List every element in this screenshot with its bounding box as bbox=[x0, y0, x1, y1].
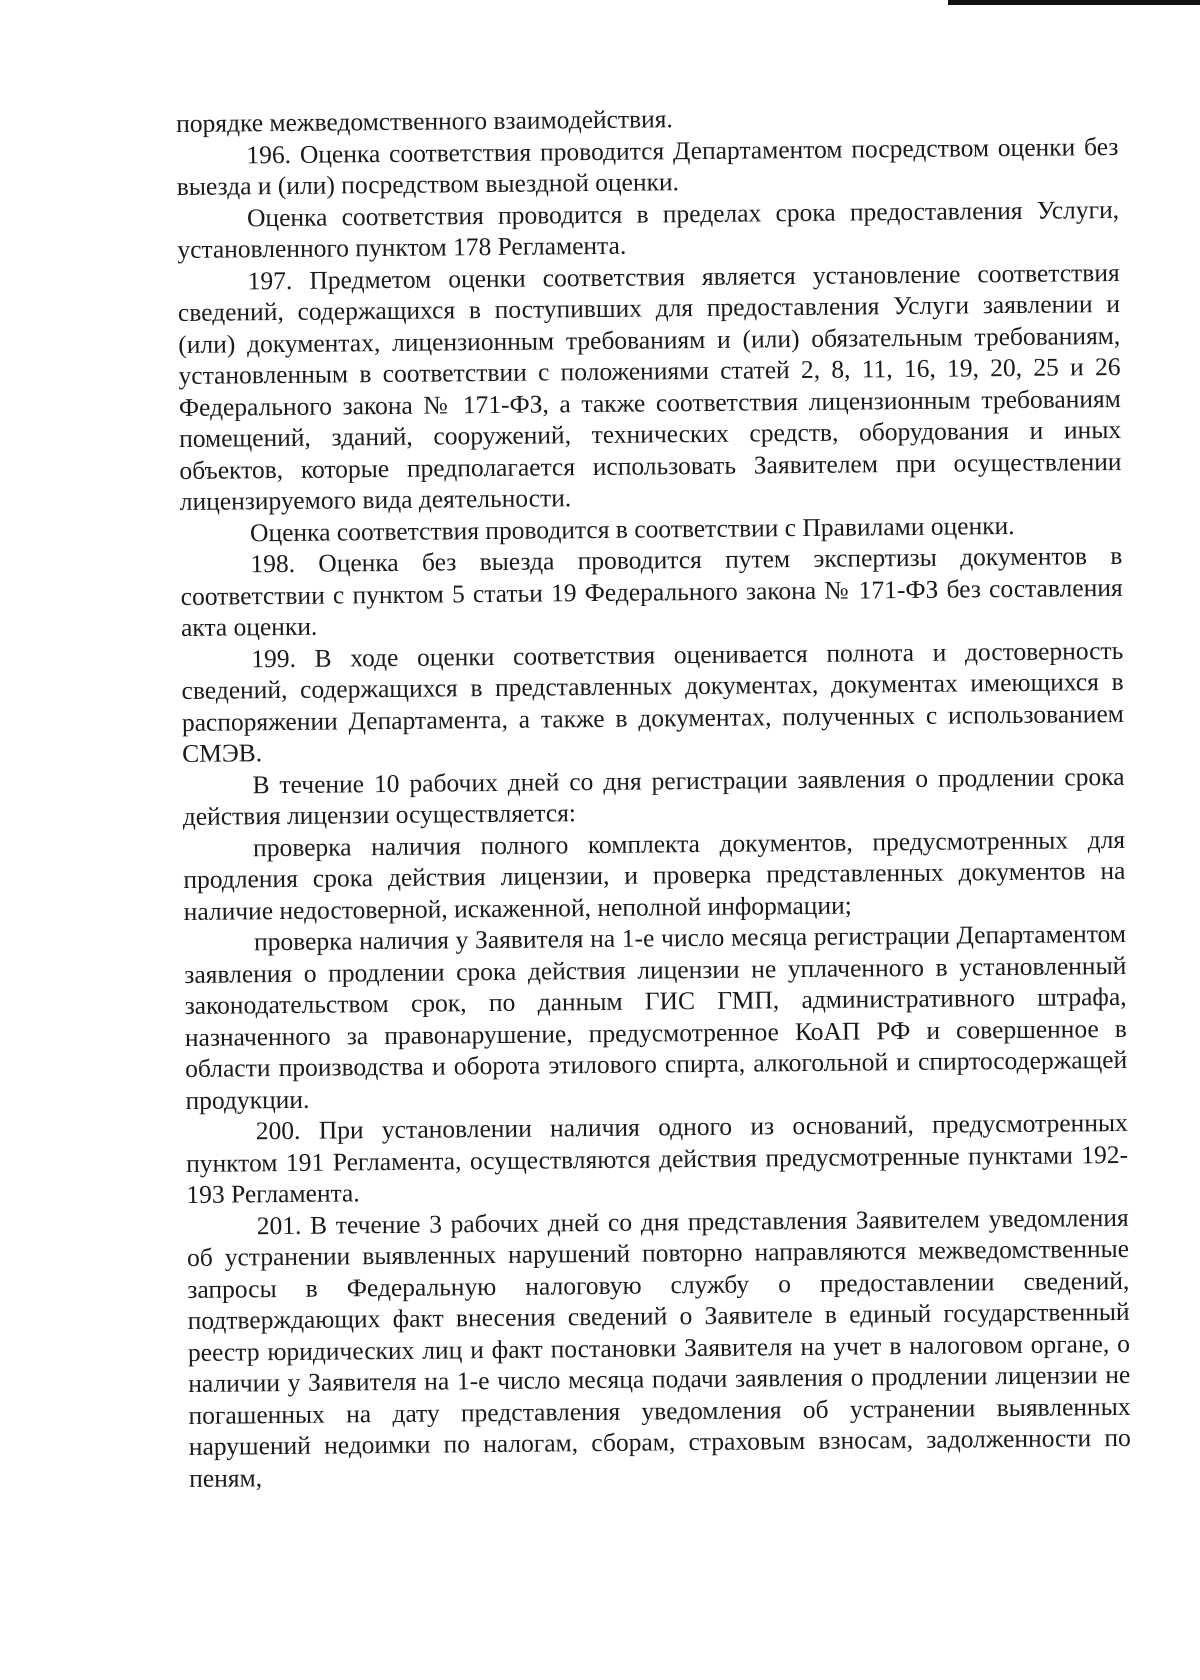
paragraph-197: 197. Предметом оценки соответствия является установление соответствия сведений, содержащихся в поступивших для предоставления Услуги заявлении и (или) документах, лицензионным требованиям и (или) обязательным требованиям, установленным в соответствии с положениями статей 2, 8, 11, 16, 19, 20, 25 и 26 Федерального закона № 171-ФЗ, а также соответствия лицензионным требованиям помещений, зданий, сооружений, технических средств, оборудования и иных объектов, которые предполагается использовать Заявителем при осуществлении лицензируемого вида деятельности. bbox=[177, 257, 1122, 516]
paragraph-198: 198. Оценка без выезда проводится путем экспертизы документов в соответствии с пунктом 5 статьи 19 Федерального закона № 171-ФЗ без составления акта оценки. bbox=[180, 540, 1123, 642]
paragraph-200: 200. При установлении наличия одного из оснований, предусмотренных пунктом 191 Регламента, осуществляются действия предусмотренные пунктами 192-193 Регламента. bbox=[185, 1107, 1129, 1209]
paragraph-197-rules: Оценка соответствия проводится в соответствии с Правилами оценки. bbox=[249, 510, 1015, 547]
paragraph-201: 201. В течение 3 рабочих дней со дня представления Заявителем уведомления об устранении выявленных нарушений повторно направляются межведомственные запросы в Федеральную налоговую службу о предоставлении сведений, подтверждающих факт внесения сведений о Заявителе в единый государственный реестр юридических лиц и факт постановки Заявителя на учет в налоговом органе, о наличии у Заявителя на 1-е число месяца подачи заявления о продлении лицензии не погашенных на дату представления уведомления об устранении выявленных нарушений недоимки по налогам, сборам, страховым взносам, задолженности по пеням, bbox=[186, 1202, 1131, 1493]
paragraph-continuation: порядке межведомственного взаимодействия. bbox=[176, 104, 673, 138]
paragraph-199: 199. В ходе оценки соответствия оценивается полнота и достоверность сведений, содержащихся в представленных документах, документах имеющихся в распоряжении Департамента, а также в документах, полученных с использованием СМЭВ. bbox=[181, 635, 1124, 768]
document-body bbox=[176, 99, 1131, 1494]
paragraph-199-check-documents: проверка наличия полного комплекта документов, предусмотренных для продления срока действия лицензии, и проверка представленных документов на наличие недостоверной, искаженной, неполной информации; bbox=[183, 824, 1126, 926]
paragraph-196-deadline: Оценка соответствия проводится в пределах срока предоставления Услуги, установленного пунктом 178 Регламента. bbox=[177, 194, 1120, 264]
scan-edge-mark bbox=[948, 0, 1200, 5]
paragraph-199-check-fines: проверка наличия у Заявителя на 1-е число месяца регистрации Департаментом заявления о продлении срока действия лицензии не уплаченного в установленный законодательством срок, по данным ГИС ГМП, административного штрафа, назначенного за правонарушение, предусмотренное КоАП РФ и совершенное в области производства и оборота этилового спирта, алкогольной и спиртосодержащей продукции. bbox=[184, 918, 1128, 1115]
paragraph-199-term: В течение 10 рабочих дней со дня регистрации заявления о продлении срока действия лицензии осуществляется: bbox=[182, 761, 1125, 831]
paragraph-196: 196. Оценка соответствия проводится Департаментом посредством оценки без выезда и (или) посредством выездной оценки. bbox=[176, 131, 1119, 201]
